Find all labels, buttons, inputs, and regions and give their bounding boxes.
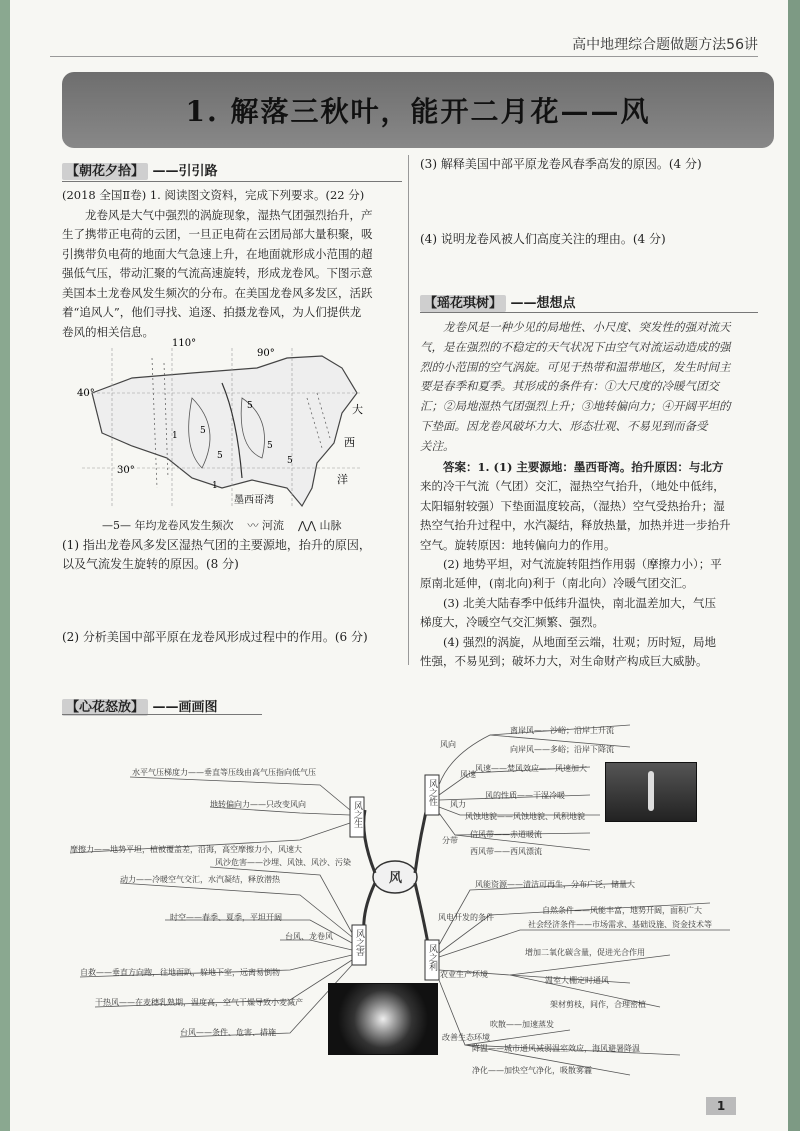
mindmap-item: 风的性质——干湿冷暖 — [485, 791, 565, 800]
intro-line: 卷风的相关信息。 — [62, 324, 154, 339]
intro-line: 生了携带正电荷的云团，一旦正电荷在云团局部大量积聚，吸 — [62, 227, 373, 241]
map-label: 30° — [117, 465, 135, 476]
mindmap-item: 摩擦力——地势平坦，植被覆盖差，沿海，高空摩擦力小，风速大 — [70, 845, 302, 854]
intro-text — [62, 186, 402, 342]
mindmap-item: 自然条件——风能丰富，地势开阔，面积广大 — [542, 906, 702, 915]
tornado-photo — [605, 762, 697, 822]
section-rule — [62, 181, 402, 182]
isoline-label: 5 — [267, 441, 273, 451]
map-label: 90° — [257, 348, 275, 359]
mindmap-item: 风沙危害——沙埋、风蚀、风沙、污染 — [215, 858, 351, 867]
map-legend — [102, 517, 342, 533]
mindmap-center: 风 — [389, 871, 403, 886]
section-rule — [420, 312, 758, 313]
section-tag: 【瑶花琪树】 — [420, 295, 506, 312]
map-label: 大 — [352, 403, 363, 416]
section-tag: 【心花怒放】 — [62, 699, 148, 716]
map-label: 110° — [172, 338, 197, 349]
mindmap-item: 吹散——加速蒸发 — [490, 1020, 554, 1029]
mindmap-item: 台风、龙卷风 — [285, 932, 333, 941]
map-label: 墨西哥湾 — [234, 495, 274, 506]
mindmap-item: 净化——加快空气净化，吸散雾霾 — [472, 1066, 592, 1075]
tornado-funnel — [648, 771, 654, 811]
chapter-title: 1. 解落三秋叶，能开二月花——风 — [185, 95, 651, 128]
section-heading-1 — [62, 160, 218, 179]
mindmap-item: 增加二氧化碳含量，促进光合作用 — [525, 948, 645, 957]
isoline-label: 1 — [212, 481, 218, 491]
question-3: (3) 解释美国中部平原龙卷风春季高发的原因。(4 分) — [420, 157, 702, 171]
section-tag: 【朝花夕拾】 — [62, 163, 148, 180]
mountain-icon: ⋀⋀ — [298, 519, 317, 532]
intro-line: 引携带负电荷的地面大气急速上升，在地面就形成小范围的超 — [62, 246, 373, 261]
isoline-label: 5 — [247, 401, 253, 411]
svg-text:风速: 风速 — [460, 770, 476, 779]
answer-text: 答案：1. (1) 主要源地：墨西哥湾。抬升原因：与北方 来的冷干气流（气团）交汇，湿热空气抬升，（地处中低纬， 太阳辐射较强）下垫面温度较高，（湿热）空气受热抬升；湿 热空气抬升过程中，水汽凝结，释放热量，加热并进一步抬升 空气。旋转原因：地转偏向力的作用。 (2) 地势平坦，对气流旋转阻挡作用弱（摩擦力小）；平 原南北延伸，(南北向)利于（南北向）冷暖气团交汇。 (3) 北美大陆春季中低纬升温快，南北温差加大，气压 梯度大，冷暖空气交汇频繁、强烈。 (4) 强烈的涡旋，从地面至云端，壮观；历时短，局地 性强，不易见到；破坏力大，对生命财产构成巨大威胁。 — [420, 460, 731, 669]
us-tornado-map — [72, 338, 372, 518]
mindmap-item: 水平气压梯度力——垂直等压线由高气压指向低气压 — [132, 768, 316, 777]
isoline-label: 1 — [172, 431, 178, 441]
svg-text:改善生态环境: 改善生态环境 — [442, 1033, 490, 1042]
mindmap-item: 向岸风——多峪；沿岸下降流 — [510, 745, 614, 754]
mindmap-item: 风能资源——清洁可再生，分布广泛，储量大 — [475, 880, 635, 889]
map-label: 西 — [344, 436, 355, 449]
mindmap-item: 社会经济条件——市场需求、基础设施、资金技术等 — [528, 920, 712, 929]
branch-benefit: 风之利 — [427, 944, 437, 971]
mindmap-item: 架材剪枝，间作，合理密植 — [550, 1000, 646, 1009]
section-subtitle: ——画画图 — [152, 700, 218, 715]
map-label: 洋 — [337, 473, 348, 486]
mindmap-item: 温室大棚定时通风 — [545, 976, 609, 985]
chapter-banner — [62, 72, 774, 148]
svg-text:农业生产环境: 农业生产环境 — [440, 970, 488, 979]
legend-frequency: —5— 年均龙卷风发生频次 — [102, 519, 234, 532]
intro-line: 强低气压，带动汇聚的气流高速旋转，形成龙卷风。下图示意 — [62, 266, 373, 280]
branch-hazard: 风之害 — [354, 929, 364, 956]
intro-line: 龙卷风是大气中强烈的涡旋现象，湿热气团强烈抬升，产 — [85, 207, 373, 222]
section-heading-2 — [420, 292, 576, 311]
running-header: 高中地理综合题做题方法56讲 — [572, 37, 758, 53]
isoline-label: 5 — [200, 426, 206, 436]
question-4: (4) 说明龙卷风被人们高度关注的理由。(4 分) — [420, 232, 666, 246]
river-icon: 〰 — [247, 519, 259, 532]
mindmap-item: 自救——垂直方向跑，往地面趴，躲地下室，远离易倒物 — [80, 968, 280, 977]
isoline-label: 5 — [217, 451, 223, 461]
mindmap-item: 时空——春季、夏季，平坦开阔 — [170, 913, 282, 922]
mindmap-item: 动力——冷暖空气交汇，水汽凝结，释放潜热 — [120, 875, 280, 884]
legend-river: 〰 河流 — [247, 519, 284, 532]
section-subtitle: ——想想点 — [510, 296, 576, 311]
svg-text:风力: 风力 — [450, 800, 466, 809]
thinking-text: 龙卷风是一种少见的局地性、小尺度、突发性的强对流天 气，是在强烈的不稳定的天气状况下由空气对流运动造成的强 烈的小范围的空气涡旋。可见于热带和温带地区，发生时间主 要是春季和夏季。其形成的条件有：①大尺度的冷暖气团交 汇；②局地湿热气团强烈上升；③地转偏向力；④开阔平坦的 下垫面。因龙卷风破坏力大、形态壮观、不易见到而备受 关注。 — [420, 320, 731, 453]
page-number: 1 — [706, 1097, 736, 1115]
svg-text:风电开发的条件: 风电开发的条件 — [438, 913, 494, 922]
mindmap-item: 台风——条件、危害、措施 — [180, 1028, 276, 1037]
section-subtitle: ——引引路 — [152, 164, 218, 179]
section-heading-3 — [62, 696, 218, 715]
mindmap-item: 风蚀地貌——风蚀地貌、风积地貌 — [465, 812, 585, 821]
mindmap-item: 风速——焚风效应——风速加大 — [475, 764, 587, 773]
question-source: (2018 全国Ⅱ卷) 1. 阅读图文资料，完成下列要求。(22 分) — [62, 188, 365, 202]
question-1: (1) 指出龙卷风多发区湿热气团的主要源地，抬升的原因， 以及气流发生旋转的原因。(8 分) — [62, 538, 371, 571]
mindmap-item: 信风带——赤道暖流 — [470, 830, 542, 839]
isoline-label: 5 — [287, 456, 293, 466]
legend-mountain: ⋀⋀ 山脉 — [298, 519, 342, 532]
hurricane-photo — [328, 983, 438, 1055]
intro-line: 美国本土龙卷风发生频次的分布。在美国龙卷风多发区，活跃 — [62, 285, 373, 300]
mindmap-item: 降温——城市通风减弱温室效应，海风避暑降温 — [472, 1044, 640, 1053]
intro-line: 着“追风人”，他们寻找、追逐、拍摄龙卷风，为人们提供龙 — [62, 305, 362, 319]
map-label: 40° — [77, 388, 95, 399]
mindmap-item: 西风带——西风漂流 — [470, 847, 542, 856]
mindmap-item: 地转偏向力——只改变风向 — [210, 800, 306, 809]
branch-formation: 风之生 — [352, 801, 362, 828]
column-divider — [408, 155, 409, 665]
header-divider — [50, 56, 758, 57]
svg-text:分带: 分带 — [442, 836, 458, 845]
mindmap-item: 离岸风——沙峪；沿岸上升流 — [510, 726, 614, 735]
branch-nature: 风之性 — [427, 779, 437, 806]
svg-text:风向: 风向 — [440, 740, 456, 749]
question-2: (2) 分析美国中部平原在龙卷风形成过程中的作用。(6 分) — [62, 630, 368, 644]
mindmap-item: 干热风——在麦穗乳熟期，温度高，空气干燥导致小麦减产 — [95, 998, 303, 1007]
